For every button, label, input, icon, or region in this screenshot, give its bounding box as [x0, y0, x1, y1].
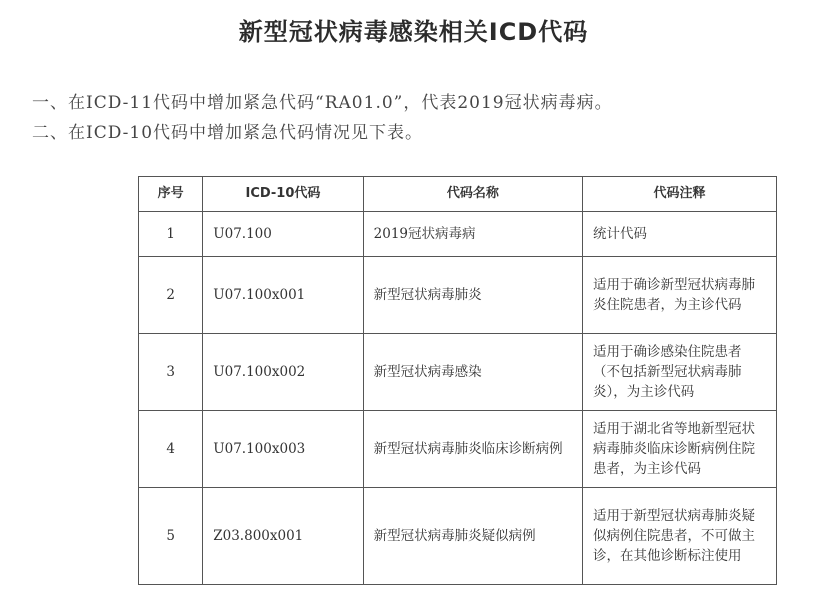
cell-code-note: 适用于确诊感染住院患者（不包括新型冠状病毒肺炎），为主诊代码	[583, 334, 777, 411]
paragraph-icd11: 一、在ICD-11代码中增加紧急代码“RA01.0”，代表2019冠状病毒病。	[32, 93, 613, 113]
cell-code-name: 新型冠状病毒肺炎	[363, 257, 582, 334]
header-code-note: 代码注释	[583, 177, 777, 212]
icd-code-table	[138, 176, 777, 585]
table-row	[139, 411, 777, 488]
page-title: 新型冠状病毒感染相关ICD代码	[238, 18, 589, 46]
cell-icd10-code: Z03.800x001	[203, 488, 363, 585]
cell-code-name: 2019冠状病毒病	[363, 212, 582, 257]
cell-icd10-code: U07.100	[203, 212, 363, 257]
cell-serial-number: 1	[139, 212, 203, 257]
cell-serial-number: 2	[139, 257, 203, 334]
header-icd10-code: ICD-10代码	[203, 177, 363, 212]
cell-code-name: 新型冠状病毒肺炎疑似病例	[363, 488, 582, 585]
cell-code-note: 适用于新型冠状病毒肺炎疑似病例住院患者，不可做主诊，在其他诊断标注使用	[583, 488, 777, 585]
cell-code-name: 新型冠状病毒感染	[363, 334, 582, 411]
cell-code-note: 适用于湖北省等地新型冠状病毒肺炎临床诊断病例住院患者，为主诊代码	[583, 411, 777, 488]
cell-code-name: 新型冠状病毒肺炎临床诊断病例	[363, 411, 582, 488]
header-serial-number: 序号	[139, 177, 203, 212]
cell-code-note: 适用于确诊新型冠状病毒肺炎住院患者，为主诊代码	[583, 257, 777, 334]
cell-icd10-code: U07.100x002	[203, 334, 363, 411]
cell-serial-number: 3	[139, 334, 203, 411]
cell-icd10-code: U07.100x001	[203, 257, 363, 334]
header-code-name: 代码名称	[363, 177, 582, 212]
cell-icd10-code: U07.100x003	[203, 411, 363, 488]
paragraph-icd10: 二、在ICD-10代码中增加紧急代码情况见下表。	[32, 123, 424, 143]
table-row	[139, 212, 777, 257]
table-row	[139, 488, 777, 585]
table-row	[139, 257, 777, 334]
cell-serial-number: 5	[139, 488, 203, 585]
table-row	[139, 334, 777, 411]
cell-serial-number: 4	[139, 411, 203, 488]
table-header-row	[139, 177, 777, 212]
cell-code-note: 统计代码	[583, 212, 777, 257]
